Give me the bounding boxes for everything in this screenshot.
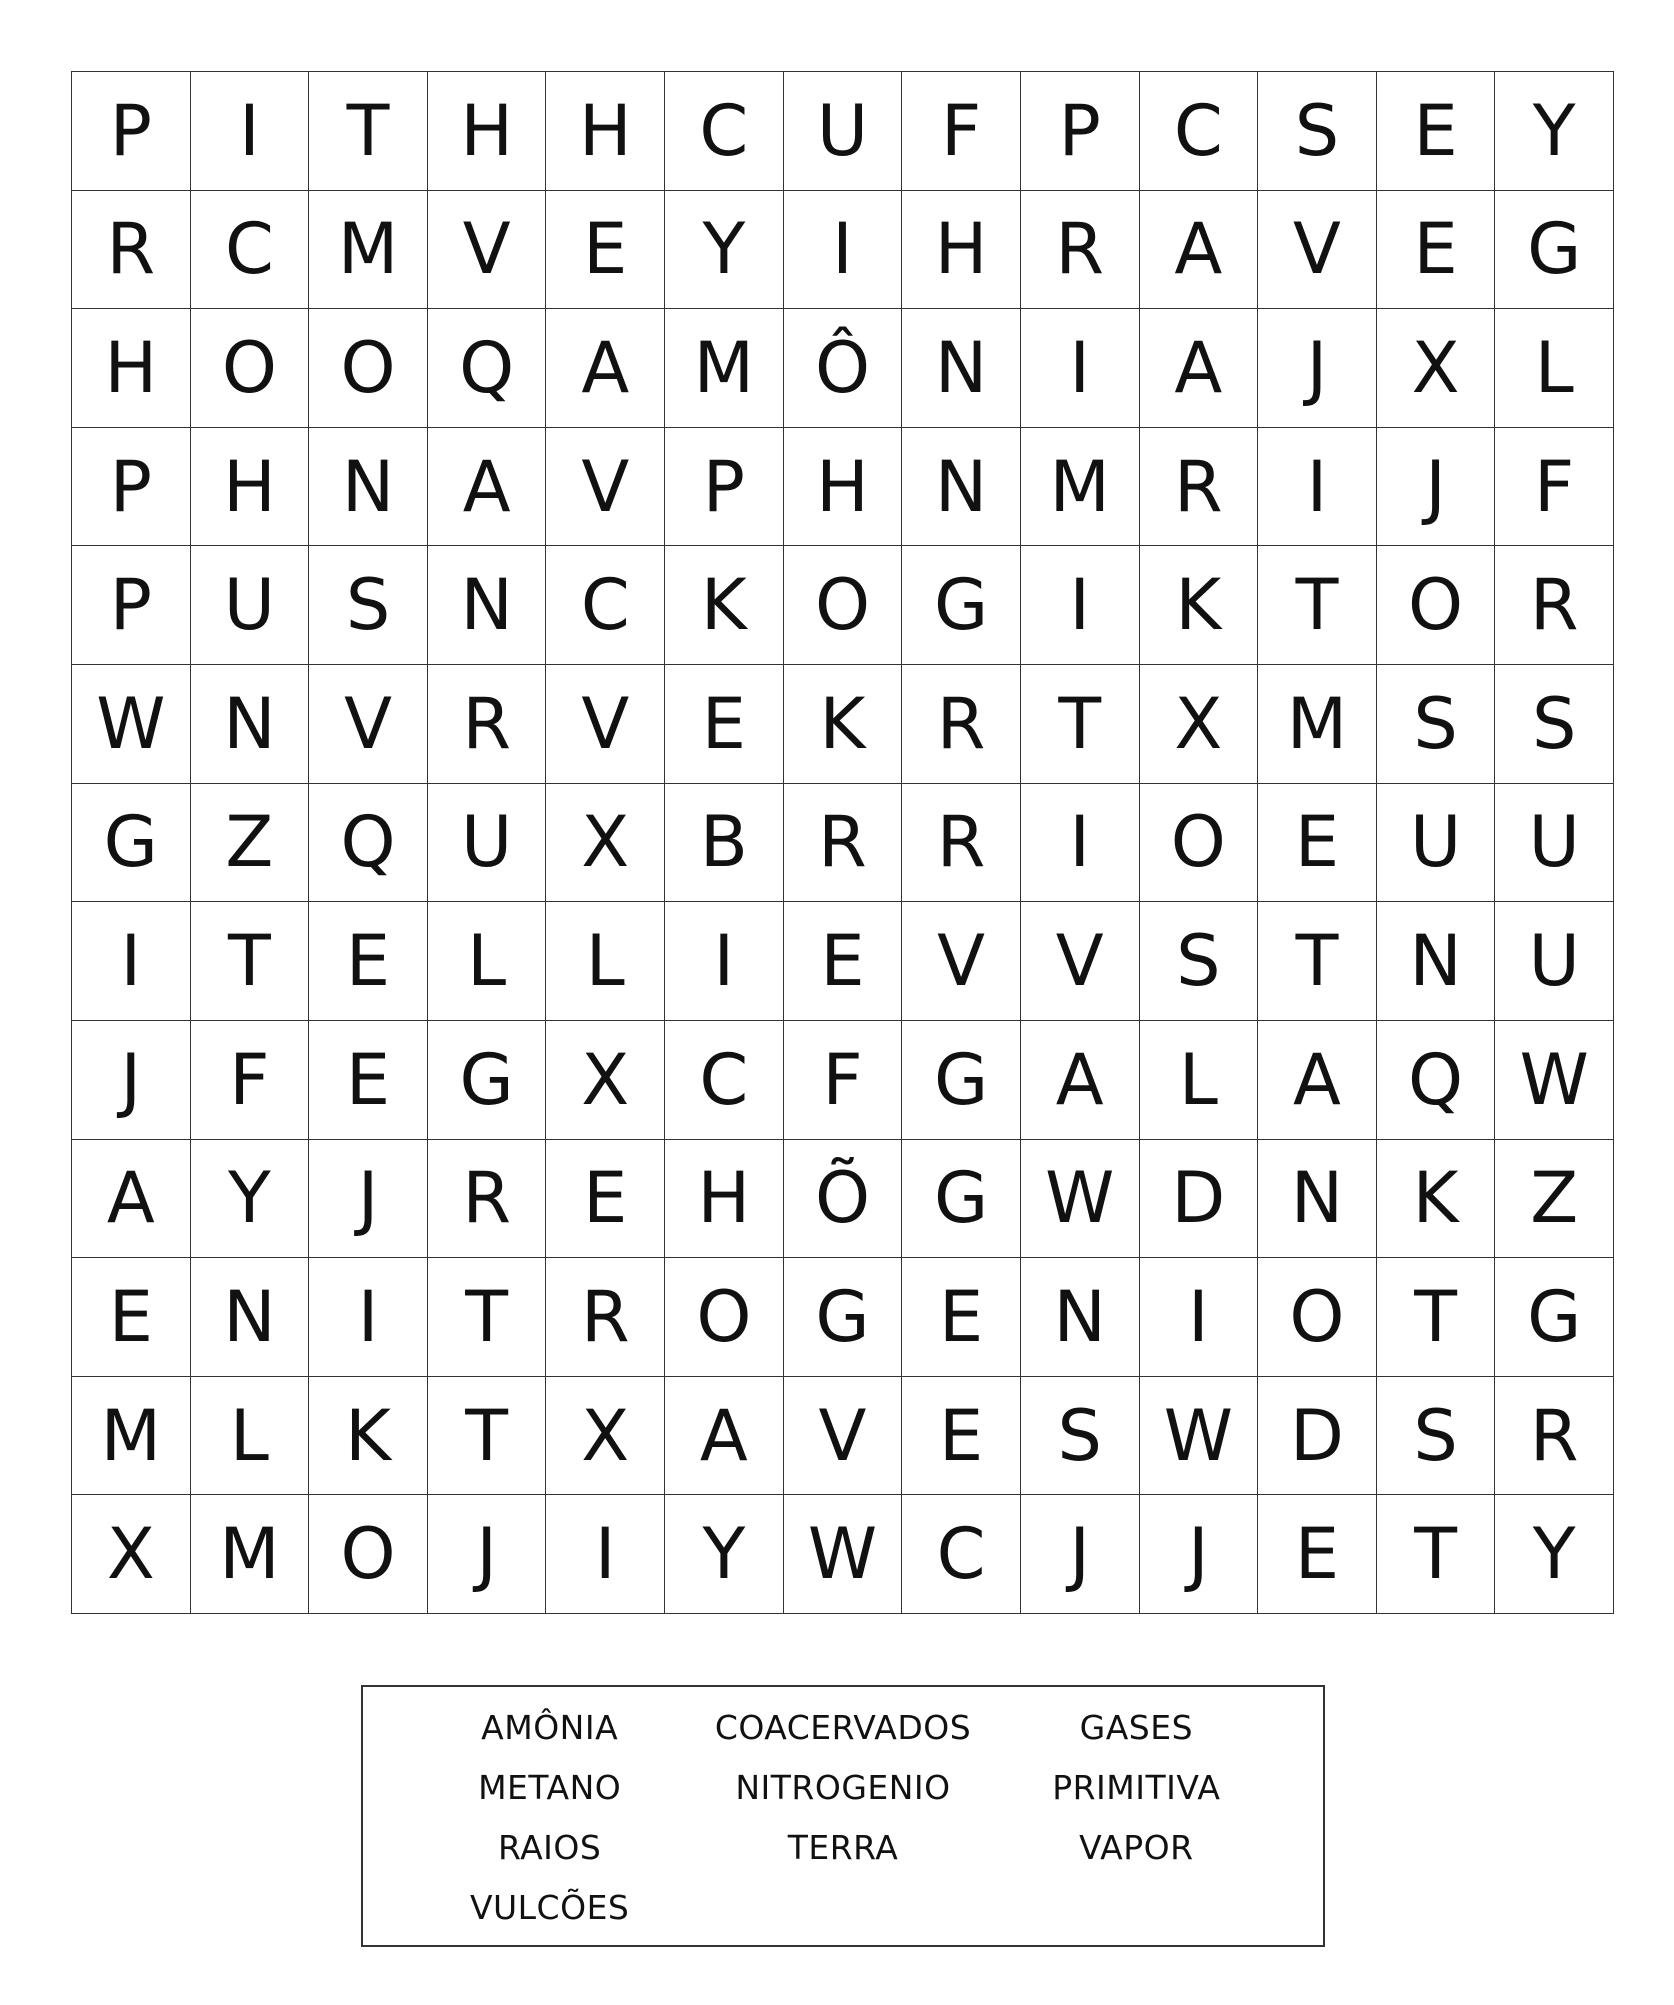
grid-cell[interactable]: I: [784, 191, 903, 310]
grid-cell[interactable]: M: [191, 1495, 310, 1614]
grid-cell[interactable]: Y: [665, 1495, 784, 1614]
grid-cell[interactable]: J: [1258, 309, 1377, 428]
grid-cell[interactable]: N: [902, 428, 1021, 547]
grid-cell[interactable]: S: [1377, 1377, 1496, 1496]
grid-cell[interactable]: O: [309, 309, 428, 428]
grid-cell[interactable]: A: [1140, 191, 1259, 310]
grid-cell[interactable]: E: [309, 902, 428, 1021]
grid-cell[interactable]: A: [1021, 1021, 1140, 1140]
grid-cell[interactable]: G: [902, 1140, 1021, 1259]
grid-cell[interactable]: R: [1495, 546, 1614, 665]
grid-cell[interactable]: E: [1258, 784, 1377, 903]
grid-cell[interactable]: Y: [1495, 1495, 1614, 1614]
grid-cell[interactable]: E: [1377, 191, 1496, 310]
grid-cell[interactable]: R: [902, 784, 1021, 903]
word-list-item: AMÔNIA: [481, 1707, 619, 1747]
grid-cell[interactable]: E: [1258, 1495, 1377, 1614]
grid-cell[interactable]: E: [309, 1021, 428, 1140]
grid-cell[interactable]: I: [1021, 546, 1140, 665]
word-list-item: RAIOS: [498, 1827, 602, 1867]
grid-cell[interactable]: M: [72, 1377, 191, 1496]
grid-cell[interactable]: C: [665, 72, 784, 191]
word-list-item: VAPOR: [1079, 1827, 1194, 1867]
grid-cell[interactable]: N: [1021, 1258, 1140, 1377]
grid-cell[interactable]: I: [72, 902, 191, 1021]
grid-cell[interactable]: R: [72, 191, 191, 310]
grid-cell[interactable]: P: [665, 428, 784, 547]
grid-cell[interactable]: U: [428, 784, 547, 903]
grid-cell[interactable]: W: [1021, 1140, 1140, 1259]
grid-cell[interactable]: Y: [191, 1140, 310, 1259]
grid-cell[interactable]: V: [428, 191, 547, 310]
grid-cell[interactable]: C: [546, 546, 665, 665]
word-list-item: VULCÕES: [469, 1887, 630, 1927]
grid-cell[interactable]: Z: [1495, 1140, 1614, 1259]
grid-cell[interactable]: J: [72, 1021, 191, 1140]
grid-cell[interactable]: U: [784, 72, 903, 191]
word-list-item: TERRA: [787, 1827, 899, 1867]
grid-cell[interactable]: U: [1495, 784, 1614, 903]
grid-cell[interactable]: V: [902, 902, 1021, 1021]
grid-cell[interactable]: W: [1140, 1377, 1259, 1496]
grid-cell[interactable]: H: [72, 309, 191, 428]
grid-cell[interactable]: J: [1140, 1495, 1259, 1614]
grid-cell[interactable]: C: [1140, 72, 1259, 191]
grid-cell[interactable]: N: [1377, 902, 1496, 1021]
grid-cell[interactable]: W: [784, 1495, 903, 1614]
grid-cell[interactable]: Õ: [784, 1140, 903, 1259]
grid-cell[interactable]: H: [191, 428, 310, 547]
grid-cell[interactable]: A: [72, 1140, 191, 1259]
grid-cell[interactable]: T: [1021, 665, 1140, 784]
grid-cell[interactable]: Q: [428, 309, 547, 428]
word-list-item: NITROGENIO: [735, 1767, 951, 1807]
grid-cell[interactable]: E: [902, 1377, 1021, 1496]
grid-cell[interactable]: Ô: [784, 309, 903, 428]
grid-cell[interactable]: T: [1258, 902, 1377, 1021]
grid-cell[interactable]: R: [784, 784, 903, 903]
grid-cell[interactable]: O: [665, 1258, 784, 1377]
grid-cell[interactable]: A: [428, 428, 547, 547]
grid-cell[interactable]: R: [1021, 191, 1140, 310]
grid-cell[interactable]: I: [1021, 784, 1140, 903]
grid-cell[interactable]: V: [546, 428, 665, 547]
word-list-item: PRIMITIVA: [1052, 1767, 1221, 1807]
grid-cell[interactable]: J: [309, 1140, 428, 1259]
grid-cell[interactable]: K: [784, 665, 903, 784]
grid-cell[interactable]: T: [191, 902, 310, 1021]
grid-cell[interactable]: H: [902, 191, 1021, 310]
grid-cell[interactable]: E: [784, 902, 903, 1021]
grid-cell[interactable]: R: [428, 1140, 547, 1259]
grid-cell[interactable]: V: [546, 665, 665, 784]
grid-cell[interactable]: K: [1140, 546, 1259, 665]
grid-cell[interactable]: R: [546, 1258, 665, 1377]
grid-cell[interactable]: C: [665, 1021, 784, 1140]
grid-cell[interactable]: N: [309, 428, 428, 547]
grid-cell[interactable]: G: [902, 546, 1021, 665]
grid-cell[interactable]: V: [1258, 191, 1377, 310]
grid-cell[interactable]: Y: [665, 191, 784, 310]
grid-cell[interactable]: E: [665, 665, 784, 784]
grid-cell[interactable]: O: [784, 546, 903, 665]
word-list-item: COACERVADOS: [714, 1707, 972, 1747]
grid-cell[interactable]: I: [309, 1258, 428, 1377]
grid-cell[interactable]: I: [191, 72, 310, 191]
grid-cell[interactable]: M: [665, 309, 784, 428]
grid-cell[interactable]: A: [1258, 1021, 1377, 1140]
grid-cell[interactable]: L: [546, 902, 665, 1021]
grid-cell[interactable]: X: [546, 1377, 665, 1496]
grid-cell[interactable]: P: [1021, 72, 1140, 191]
grid-cell[interactable]: E: [72, 1258, 191, 1377]
grid-cell[interactable]: S: [309, 546, 428, 665]
grid-cell[interactable]: T: [1377, 1495, 1496, 1614]
word-list-item: METANO: [478, 1767, 622, 1807]
grid-cell[interactable]: G: [72, 784, 191, 903]
grid-cell[interactable]: H: [665, 1140, 784, 1259]
grid-cell[interactable]: S: [1021, 1377, 1140, 1496]
grid-cell[interactable]: S: [1140, 902, 1259, 1021]
grid-cell[interactable]: K: [309, 1377, 428, 1496]
grid-cell[interactable]: N: [902, 309, 1021, 428]
grid-cell[interactable]: B: [665, 784, 784, 903]
grid-cell[interactable]: N: [191, 665, 310, 784]
grid-cell[interactable]: D: [1258, 1377, 1377, 1496]
grid-cell[interactable]: N: [1258, 1140, 1377, 1259]
grid-cell[interactable]: T: [1377, 1258, 1496, 1377]
grid-cell[interactable]: O: [1140, 784, 1259, 903]
grid-cell[interactable]: A: [546, 309, 665, 428]
grid-cell[interactable]: X: [546, 1021, 665, 1140]
grid-cell[interactable]: G: [784, 1258, 903, 1377]
grid-cell[interactable]: A: [665, 1377, 784, 1496]
grid-cell[interactable]: I: [546, 1495, 665, 1614]
grid-cell[interactable]: M: [309, 191, 428, 310]
grid-cell[interactable]: U: [1377, 784, 1496, 903]
grid-cell[interactable]: S: [1258, 72, 1377, 191]
grid-cell[interactable]: J: [428, 1495, 547, 1614]
grid-cell[interactable]: H: [784, 428, 903, 547]
word-search-grid: [71, 71, 1614, 1614]
word-list: [361, 1685, 1325, 1947]
grid-cell[interactable]: E: [902, 1258, 1021, 1377]
grid-cell[interactable]: V: [1021, 902, 1140, 1021]
grid-cell[interactable]: X: [1377, 309, 1496, 428]
grid-cell[interactable]: S: [1495, 665, 1614, 784]
grid-cell[interactable]: G: [1495, 191, 1614, 310]
grid-cell[interactable]: C: [191, 191, 310, 310]
grid-cell[interactable]: G: [1495, 1258, 1614, 1377]
grid-cell[interactable]: V: [309, 665, 428, 784]
grid-cell[interactable]: U: [191, 546, 310, 665]
grid-cell[interactable]: G: [902, 1021, 1021, 1140]
grid-cell[interactable]: X: [1140, 665, 1259, 784]
grid-cell[interactable]: P: [72, 72, 191, 191]
grid-cell[interactable]: Q: [1377, 1021, 1496, 1140]
grid-cell[interactable]: M: [1258, 665, 1377, 784]
grid-cell[interactable]: A: [1140, 309, 1259, 428]
grid-cell[interactable]: P: [72, 428, 191, 547]
grid-cell[interactable]: L: [1495, 309, 1614, 428]
grid-cell[interactable]: W: [1495, 1021, 1614, 1140]
grid-cell[interactable]: C: [902, 1495, 1021, 1614]
grid-cell[interactable]: V: [784, 1377, 903, 1496]
grid-cell[interactable]: Z: [191, 784, 310, 903]
grid-cell[interactable]: O: [1258, 1258, 1377, 1377]
grid-cell[interactable]: R: [902, 665, 1021, 784]
grid-cell[interactable]: M: [1021, 428, 1140, 547]
grid-cell[interactable]: E: [546, 1140, 665, 1259]
grid-cell[interactable]: P: [72, 546, 191, 665]
grid-cell[interactable]: G: [428, 1021, 547, 1140]
grid-cell[interactable]: Q: [309, 784, 428, 903]
grid-cell[interactable]: I: [1140, 1258, 1259, 1377]
grid-cell[interactable]: W: [72, 665, 191, 784]
grid-cell[interactable]: D: [1140, 1140, 1259, 1259]
grid-cell[interactable]: F: [784, 1021, 903, 1140]
grid-cell[interactable]: H: [546, 72, 665, 191]
grid-cell[interactable]: R: [1140, 428, 1259, 547]
grid-cell[interactable]: K: [665, 546, 784, 665]
grid-cell[interactable]: N: [191, 1258, 310, 1377]
grid-cell[interactable]: J: [1021, 1495, 1140, 1614]
grid-cell[interactable]: N: [428, 546, 547, 665]
grid-cell[interactable]: S: [1377, 665, 1496, 784]
grid-cell[interactable]: T: [1258, 546, 1377, 665]
grid-cell[interactable]: L: [1140, 1021, 1259, 1140]
grid-cell[interactable]: R: [428, 665, 547, 784]
grid-cell[interactable]: K: [1377, 1140, 1496, 1259]
grid-cell[interactable]: E: [1377, 72, 1496, 191]
grid-cell[interactable]: T: [309, 72, 428, 191]
grid-cell[interactable]: J: [1377, 428, 1496, 547]
grid-cell[interactable]: F: [191, 1021, 310, 1140]
grid-cell[interactable]: O: [309, 1495, 428, 1614]
grid-cell[interactable]: O: [191, 309, 310, 428]
word-list-item: GASES: [1079, 1707, 1194, 1747]
grid-cell[interactable]: E: [546, 191, 665, 310]
grid-cell[interactable]: T: [428, 1258, 547, 1377]
grid-cell[interactable]: X: [546, 784, 665, 903]
grid-cell[interactable]: U: [1495, 902, 1614, 1021]
grid-cell[interactable]: O: [1377, 546, 1496, 665]
grid-cell[interactable]: L: [191, 1377, 310, 1496]
grid-cell[interactable]: H: [428, 72, 547, 191]
grid-cell[interactable]: F: [1495, 428, 1614, 547]
grid-cell[interactable]: I: [665, 902, 784, 1021]
grid-cell[interactable]: L: [428, 902, 547, 1021]
grid-cell[interactable]: F: [902, 72, 1021, 191]
grid-cell[interactable]: I: [1258, 428, 1377, 547]
grid-cell[interactable]: I: [1021, 309, 1140, 428]
grid-cell[interactable]: T: [428, 1377, 547, 1496]
grid-cell[interactable]: R: [1495, 1377, 1614, 1496]
grid-cell[interactable]: Y: [1495, 72, 1614, 191]
grid-cell[interactable]: X: [72, 1495, 191, 1614]
